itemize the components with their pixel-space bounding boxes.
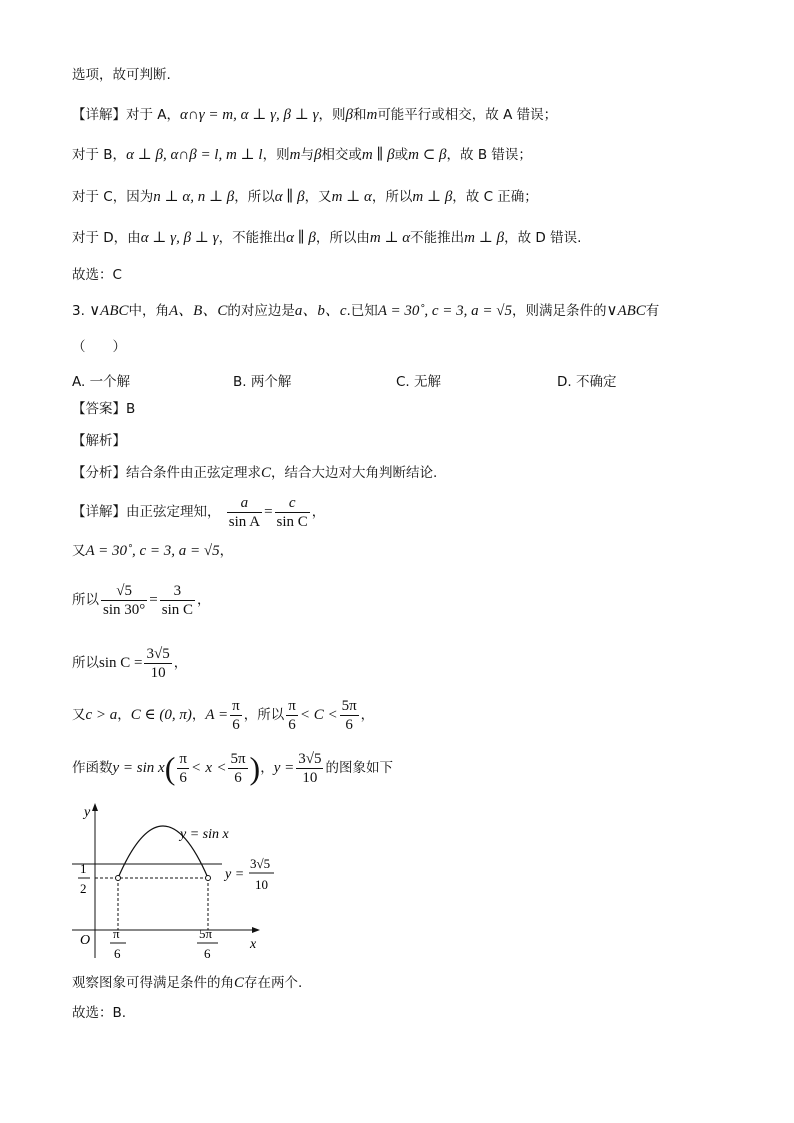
numerator: 5π	[341, 697, 357, 714]
equals-sign: =	[264, 504, 273, 520]
text-segment: ，则满足条件的	[511, 303, 607, 319]
text-segment: ，又	[304, 189, 332, 205]
math-expression: m ⊥ α	[331, 189, 372, 205]
fraction-pi-over-6	[230, 698, 242, 733]
text-segment: ，	[191, 707, 206, 723]
text-segment: ，故 C 正确；	[452, 189, 538, 205]
text-segment: 又	[72, 707, 86, 723]
math-symbol: C	[261, 465, 272, 481]
x-tick1-denominator: 6	[114, 946, 121, 961]
text-segment: 作函数	[72, 760, 113, 776]
answer-blank: （ ）	[72, 339, 126, 355]
sine-graph	[60, 798, 290, 970]
right-paren: )	[249, 750, 261, 786]
text-segment: 不能推出	[410, 230, 465, 246]
option-b	[233, 370, 291, 390]
zuo-line	[72, 746, 393, 790]
analysis-tag: 【解析】	[72, 433, 126, 449]
text-segment: 对于 D，由	[72, 230, 141, 246]
fraction-pi-over-6	[286, 698, 298, 733]
y-tick-denominator: 2	[80, 881, 87, 896]
text-segment: .已知	[346, 303, 378, 319]
text-line-detail-c	[72, 188, 538, 206]
line-label-numerator: 3√5	[250, 856, 271, 871]
y-axis-label: y	[84, 805, 91, 820]
math-expression: sin C =	[99, 655, 143, 671]
answer-tag: 【答案】	[72, 401, 126, 417]
math-sides: a、b、c	[294, 303, 347, 319]
numerator: π	[179, 750, 187, 767]
numerator: √5	[101, 583, 147, 601]
option-a-label: A. 一个解	[72, 374, 131, 390]
math-expression: m ⊂ β	[408, 147, 447, 163]
numerator: 3√5	[298, 750, 322, 767]
text-segment: 或	[394, 147, 409, 163]
text-line-detail-b	[72, 146, 532, 164]
text-line-detail-a	[72, 106, 557, 124]
math-expression: y = sin x	[112, 760, 165, 776]
option-d-label: D. 不确定	[557, 374, 617, 390]
math-expression: m ∥ β	[361, 147, 395, 163]
math-expression: m ⊥ α	[369, 230, 411, 246]
fraction-3root5-over-10	[144, 646, 171, 681]
observe-line	[72, 974, 302, 992]
question-3-paren	[72, 338, 126, 356]
text-segment: 与	[300, 147, 314, 163]
curve-label: y = sin x	[180, 827, 229, 842]
math-expression: α ∥ β	[286, 230, 316, 246]
open-endpoint-left	[116, 876, 121, 881]
origin-label: O	[80, 933, 91, 948]
equals-sign: =	[149, 592, 158, 608]
option-b-label: B. 两个解	[233, 374, 292, 390]
math-expression: α∩γ = m, α ⊥ γ, β ⊥ γ	[180, 107, 319, 123]
denominator: sin A	[228, 513, 261, 530]
text-segment: ，结合大边对大角判断结论.	[271, 465, 438, 481]
fraction-pi-over-6	[177, 751, 189, 786]
text-segment: ，故 B 错误；	[446, 147, 532, 163]
numerator: 3	[160, 583, 195, 601]
math-symbol: β	[345, 107, 353, 123]
y-axis-arrow-icon	[92, 803, 98, 811]
you-line-2	[72, 695, 374, 735]
text-segment: 的对应边是	[227, 303, 295, 319]
text-line-1	[72, 66, 171, 84]
math-expression: m ⊥ β	[464, 230, 505, 246]
numerator: c	[275, 495, 310, 513]
text-segment: 观察图象可得满足条件的角	[72, 975, 234, 991]
final-answer-line	[72, 1004, 126, 1022]
numerator: 5π	[230, 750, 246, 767]
math-symbol: m	[366, 107, 378, 123]
text-segment: 对于 C，因为	[72, 189, 154, 205]
text-segment: 由正弦定理知，	[126, 504, 221, 520]
text-segment: 可能平行或相交，故 A 错误；	[377, 107, 558, 123]
text-segment: ，	[260, 760, 274, 776]
left-paren: (	[164, 750, 176, 786]
x-axis-arrow-icon	[252, 927, 260, 933]
math-conditions: A = 30˚, c = 3, a = √5	[377, 303, 512, 319]
text-segment: ，所以	[234, 189, 275, 205]
text-line-detail-d	[72, 229, 581, 247]
option-a	[72, 370, 130, 390]
final-answer: 故选：B.	[72, 1005, 127, 1021]
fenxi-tag: 【分析】	[72, 465, 126, 481]
numerator: a	[227, 495, 262, 513]
text-segment: ，所以	[243, 707, 285, 723]
math-symbol: m	[289, 147, 301, 163]
option-d	[557, 370, 616, 390]
text-segment: 对于 B，	[72, 147, 127, 163]
answer-value: B	[126, 401, 136, 417]
x-tick2-denominator: 6	[204, 946, 211, 961]
math-expression: α ⊥ β, α∩β = l, m ⊥ l	[126, 147, 263, 163]
line-label-lhs: y =	[225, 867, 245, 882]
x-tick1-numerator: π	[113, 926, 120, 941]
numerator: π	[288, 697, 296, 714]
option-c	[396, 370, 441, 390]
fraction-root5-over-sin30	[101, 583, 147, 618]
text-segment: ，	[197, 592, 211, 608]
math-symbol: C	[234, 975, 245, 991]
question-3	[72, 302, 659, 320]
detail-tag: 【详解】	[72, 107, 126, 123]
denominator: 10	[302, 769, 318, 786]
math-symbol: β	[313, 147, 322, 163]
fraction-5pi-over-6	[340, 698, 359, 733]
text-segment: 存在两个.	[244, 975, 303, 991]
denominator: 6	[179, 769, 187, 786]
text-segment: 的图象如下	[325, 760, 393, 776]
math-expression: m ⊥ β	[412, 189, 453, 205]
open-endpoint-right	[206, 876, 211, 881]
fraction-a-over-sinA	[227, 495, 262, 530]
fraction-3root5-over-10	[296, 751, 323, 786]
text-segment: 有	[645, 303, 660, 319]
text-intro: 选项，故可判断.	[72, 67, 171, 83]
math-expression: A =	[205, 707, 229, 723]
text-segment: 结合条件由正弦定理求	[126, 465, 261, 481]
math-triangle: ∨ABC	[89, 303, 129, 319]
text-segment: 和	[352, 107, 367, 123]
text-segment: 所以	[72, 592, 99, 608]
text-segment: ，不能推出	[218, 230, 287, 246]
text-segment: 所以	[72, 655, 99, 671]
text-segment: ，	[219, 543, 234, 559]
fraction-3-over-sinC	[160, 583, 195, 618]
text-segment: ，则	[318, 107, 346, 123]
x-axis-label: x	[250, 937, 257, 952]
denominator: 6	[232, 716, 240, 733]
answer-line	[72, 400, 135, 418]
xiangjie-line	[72, 492, 325, 532]
text-segment: ，则	[262, 147, 290, 163]
math-expression: α ⊥ γ, β ⊥ γ	[140, 230, 219, 246]
suoyi-line-1	[72, 580, 211, 620]
text-segment: ，	[360, 707, 375, 723]
text-segment: ，	[117, 707, 131, 723]
line-label-denominator: 10	[255, 877, 268, 892]
numerator: 3√5	[146, 645, 170, 662]
fraction-5pi-over-6	[228, 751, 247, 786]
math-expression: n ⊥ α, n ⊥ β	[153, 189, 235, 205]
math-expression: α ∥ β	[274, 189, 305, 205]
xiangjie-tag: 【详解】	[72, 504, 126, 520]
math-triangle: ∨ABC	[606, 303, 646, 319]
text-segment: 相交或	[321, 147, 362, 163]
fenxi-line	[72, 464, 437, 482]
analysis-heading	[72, 432, 126, 450]
suoyi-line-2	[72, 643, 187, 683]
text-segment: ，	[311, 504, 326, 520]
math-expression: C ∈ (0, π)	[130, 707, 192, 723]
math-symbol: x	[205, 760, 213, 776]
denominator: sin 30°	[103, 601, 146, 618]
denominator: 6	[288, 716, 296, 733]
y-tick-numerator: 1	[80, 861, 87, 876]
math-expression: < C <	[299, 707, 338, 723]
text-segment: ，故 D 错误.	[504, 230, 582, 246]
math-expression: y =	[273, 760, 295, 776]
answer-line: 故选：C	[72, 267, 122, 283]
fraction-c-over-sinC	[275, 495, 310, 530]
text-segment: 对于 A，	[126, 107, 181, 123]
denominator: sin C	[276, 513, 308, 530]
text-segment: ，	[173, 655, 188, 671]
math-angles: A、B、C	[169, 303, 228, 319]
option-c-label: C. 无解	[396, 374, 442, 390]
math-expression: c > a	[85, 707, 118, 723]
math-expression: A = 30˚, c = 3, a = √5	[85, 543, 220, 559]
question-number: 3.	[72, 303, 85, 319]
denominator: 6	[345, 716, 353, 733]
less-than: <	[216, 760, 227, 776]
less-than: <	[190, 760, 202, 776]
text-segment: 中，角	[128, 303, 169, 319]
numerator: π	[232, 697, 240, 714]
denominator: 10	[150, 664, 166, 681]
denominator: 6	[234, 769, 242, 786]
text-segment: 又	[72, 543, 86, 559]
you-line	[72, 542, 233, 560]
text-line-answer-prev	[72, 266, 122, 284]
x-tick2-numerator: 5π	[199, 926, 213, 941]
text-segment: ，所以由	[315, 230, 370, 246]
denominator: sin C	[161, 601, 193, 618]
text-segment: ，所以	[371, 189, 413, 205]
